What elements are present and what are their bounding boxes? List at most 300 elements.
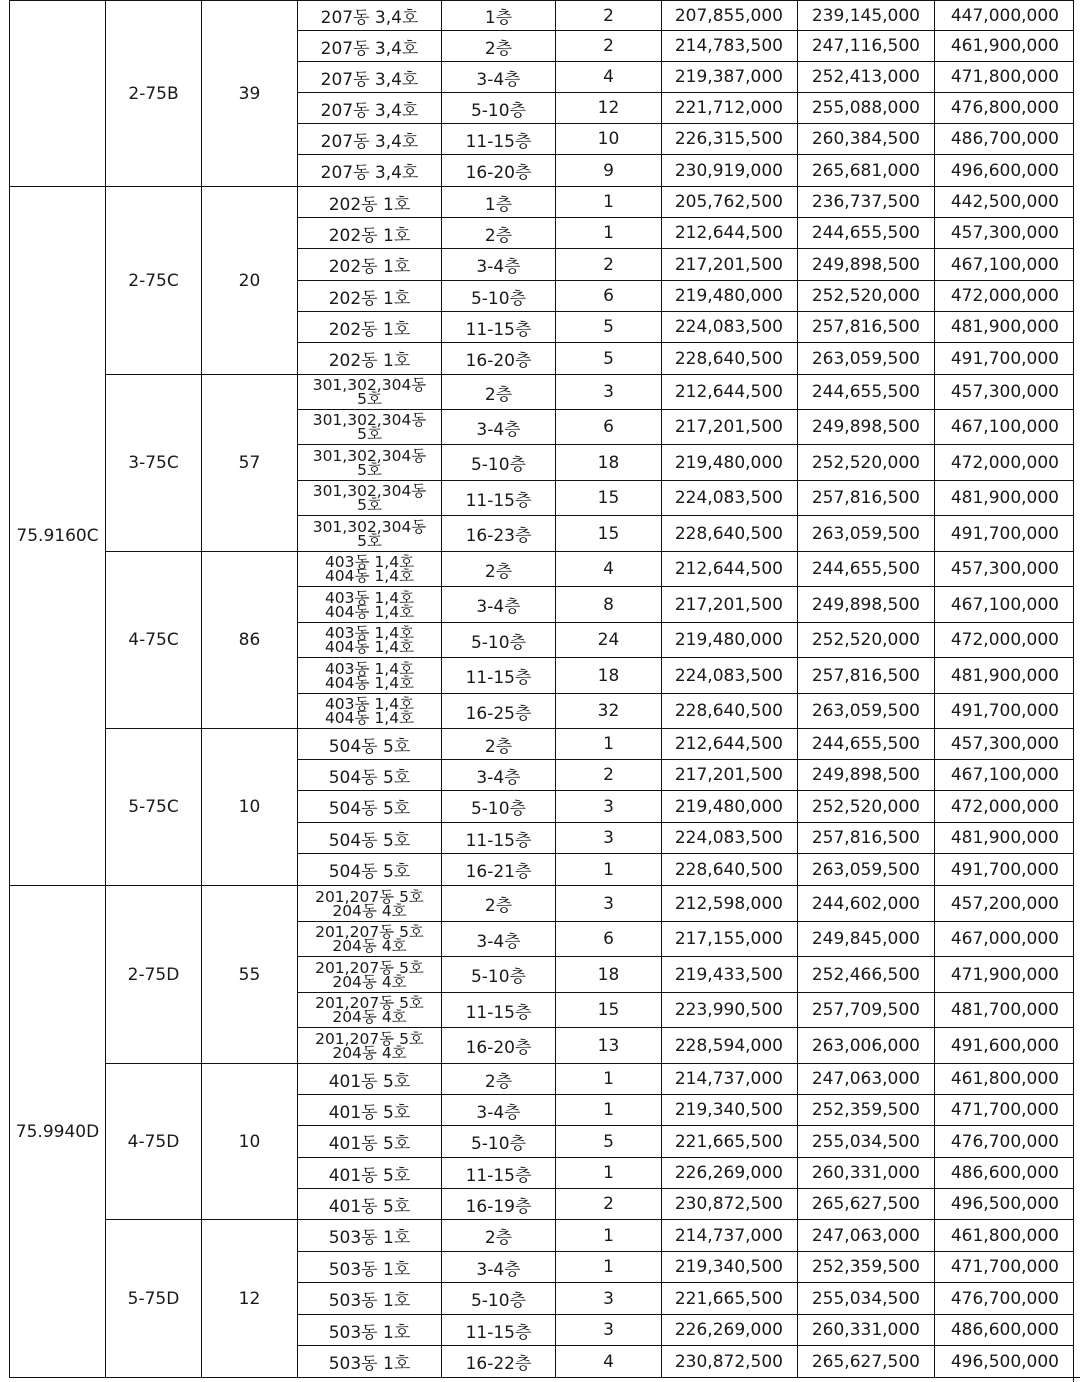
- total-price-cell: 472,000,000: [934, 280, 1073, 311]
- total-price-cell: 457,300,000: [934, 728, 1073, 759]
- land-price-cell: 219,480,000: [661, 444, 797, 480]
- land-price-cell: 224,083,500: [661, 657, 797, 693]
- units-cell: 32: [555, 693, 661, 728]
- floor-cell: 2층: [441, 374, 555, 409]
- dong-ho-cell: [297, 480, 441, 515]
- land-price-cell: 219,340,500: [661, 1251, 797, 1282]
- total-price-cell: 481,900,000: [934, 480, 1073, 515]
- dong-ho-cell: [297, 586, 441, 622]
- dong-ho-cell: [297, 374, 441, 409]
- dong-ho-line: 301,302,304동: [312, 376, 427, 394]
- dong-ho-cell: 207동 3,4호: [297, 61, 441, 92]
- land-price-cell: 226,269,000: [661, 1157, 797, 1188]
- building-price-cell: 260,331,000: [797, 1314, 934, 1345]
- land-price-cell: 228,640,500: [661, 853, 797, 885]
- total-price-cell: 471,700,000: [934, 1094, 1073, 1125]
- total-price-cell: 486,600,000: [934, 1157, 1073, 1188]
- land-price-cell: 217,155,000: [661, 921, 797, 956]
- units-cell: 6: [555, 921, 661, 956]
- units-cell: 2: [555, 0, 661, 30]
- units-cell: 15: [555, 992, 661, 1027]
- group-code-cell: 2-75C: [105, 186, 201, 374]
- dong-ho-cell: 503동 1호: [297, 1219, 441, 1251]
- dong-ho-cell: 503동 1호: [297, 1282, 441, 1314]
- units-cell: 9: [555, 154, 661, 186]
- housing-type-cell: [9, 0, 105, 186]
- land-price-cell: 219,480,000: [661, 790, 797, 822]
- total-price-cell: 481,700,000: [934, 992, 1073, 1027]
- land-price-cell: 212,644,500: [661, 551, 797, 586]
- land-price-cell: 212,644,500: [661, 728, 797, 759]
- dong-ho-line: 404동 1,4호: [324, 567, 415, 585]
- group-code-cell: 5-75C: [105, 728, 201, 885]
- units-cell: 5: [555, 342, 661, 374]
- total-price-cell: 491,700,000: [934, 693, 1073, 728]
- units-cell: 5: [555, 1125, 661, 1157]
- dong-ho-line: 204동 4호: [332, 937, 407, 955]
- dong-ho-cell: 202동 1호: [297, 248, 441, 280]
- floor-cell: 2층: [441, 728, 555, 759]
- units-cell: 6: [555, 409, 661, 444]
- units-cell: 18: [555, 956, 661, 992]
- dong-ho-line: 404동 1,4호: [324, 709, 415, 727]
- building-price-cell: 247,116,500: [797, 30, 934, 61]
- dong-ho-cell: [297, 444, 441, 480]
- floor-cell: 16-21층: [441, 853, 555, 885]
- land-price-cell: 219,433,500: [661, 956, 797, 992]
- building-price-cell: 247,063,000: [797, 1063, 934, 1094]
- units-cell: 3: [555, 1314, 661, 1345]
- total-price-cell: 471,700,000: [934, 1251, 1073, 1282]
- total-price-cell: 467,100,000: [934, 759, 1073, 790]
- units-cell: 2: [555, 759, 661, 790]
- total-price-cell: 471,900,000: [934, 956, 1073, 992]
- floor-cell: 16-23층: [441, 515, 555, 551]
- building-price-cell: 257,816,500: [797, 480, 934, 515]
- floor-cell: 2층: [441, 30, 555, 61]
- dong-ho-cell: 504동 5호: [297, 790, 441, 822]
- dong-ho-line: 404동 1,4호: [324, 602, 415, 621]
- land-price-cell: 226,269,000: [661, 1314, 797, 1345]
- dong-ho-cell: 504동 5호: [297, 728, 441, 759]
- building-price-cell: 249,898,500: [797, 409, 934, 444]
- floor-cell: 5-10층: [441, 956, 555, 992]
- group-code-cell: 4-75D: [105, 1063, 201, 1219]
- land-price-cell: 224,083,500: [661, 822, 797, 853]
- floor-cell: 5-10층: [441, 280, 555, 311]
- land-price-cell: 212,644,500: [661, 217, 797, 248]
- dong-ho-line: 301,302,304동: [312, 517, 427, 536]
- dong-ho-cell: 207동 3,4호: [297, 30, 441, 61]
- building-price-cell: 249,898,500: [797, 248, 934, 280]
- dong-ho-cell: 202동 1호: [297, 280, 441, 311]
- floor-cell: 2층: [441, 551, 555, 586]
- building-price-cell: 257,816,500: [797, 822, 934, 853]
- floor-cell: 1층: [441, 0, 555, 30]
- land-price-cell: 224,083,500: [661, 480, 797, 515]
- total-price-cell: 461,800,000: [934, 1219, 1073, 1251]
- dong-ho-cell: 207동 3,4호: [297, 123, 441, 154]
- building-price-cell: 244,602,000: [797, 885, 934, 921]
- dong-ho-line: 403동 1,4호: [324, 695, 415, 713]
- units-cell: 1: [555, 186, 661, 217]
- units-cell: 15: [555, 480, 661, 515]
- housing-type-cell: 75.9940D: [9, 885, 105, 1377]
- floor-cell: 11-15층: [441, 992, 555, 1027]
- floor-cell: 3-4층: [441, 409, 555, 444]
- floor-cell: 3-4층: [441, 586, 555, 622]
- floor-cell: 3-4층: [441, 1251, 555, 1282]
- land-price-cell: 230,872,500: [661, 1188, 797, 1219]
- dong-ho-line: 204동 4호: [332, 1043, 407, 1062]
- total-price-cell: 467,100,000: [934, 248, 1073, 280]
- units-cell: 2: [555, 30, 661, 61]
- dong-ho-cell: [297, 551, 441, 586]
- dong-ho-line: 301,302,304동: [312, 411, 427, 429]
- group-code-cell: 4-75C: [105, 551, 201, 728]
- floor-cell: 3-4층: [441, 1094, 555, 1125]
- building-price-cell: 239,145,000: [797, 0, 934, 30]
- units-cell: 15: [555, 515, 661, 551]
- building-price-cell: 252,413,000: [797, 61, 934, 92]
- total-price-cell: 471,800,000: [934, 61, 1073, 92]
- building-price-cell: 252,359,500: [797, 1251, 934, 1282]
- building-price-cell: 244,655,500: [797, 217, 934, 248]
- units-cell: 3: [555, 885, 661, 921]
- dong-ho-line: 5호: [357, 425, 382, 443]
- total-price-cell: 467,000,000: [934, 921, 1073, 956]
- dong-ho-cell: 202동 1호: [297, 217, 441, 248]
- units-cell: 6: [555, 280, 661, 311]
- dong-ho-line: 201,207동 5호: [315, 923, 424, 941]
- dong-ho-cell: 503동 1호: [297, 1345, 441, 1377]
- floor-cell: 11-15층: [441, 1314, 555, 1345]
- dong-ho-line: 201,207동 5호: [315, 887, 424, 906]
- land-price-cell: 228,594,000: [661, 1027, 797, 1063]
- land-price-cell: 214,737,000: [661, 1219, 797, 1251]
- units-cell: 2: [555, 1188, 661, 1219]
- dong-ho-line: 301,302,304동: [312, 482, 427, 500]
- total-price-cell: 486,600,000: [934, 1314, 1073, 1345]
- building-price-cell: 244,655,500: [797, 374, 934, 409]
- floor-cell: 2층: [441, 885, 555, 921]
- total-price-cell: 457,300,000: [934, 217, 1073, 248]
- building-price-cell: 257,816,500: [797, 657, 934, 693]
- floor-cell: 3-4층: [441, 61, 555, 92]
- total-price-cell: 481,900,000: [934, 311, 1073, 342]
- building-price-cell: 260,384,500: [797, 123, 934, 154]
- floor-cell: 16-20층: [441, 1027, 555, 1063]
- floor-cell: 5-10층: [441, 622, 555, 657]
- land-price-cell: 230,872,500: [661, 1345, 797, 1377]
- dong-ho-cell: [297, 409, 441, 444]
- dong-ho-line: 201,207동 5호: [315, 958, 424, 977]
- dong-ho-line: 5호: [357, 390, 382, 408]
- building-price-cell: 247,063,000: [797, 1219, 934, 1251]
- dong-ho-line: 301,302,304동: [312, 446, 427, 465]
- units-cell: 5: [555, 311, 661, 342]
- land-price-cell: 224,083,500: [661, 311, 797, 342]
- dong-ho-cell: [297, 657, 441, 693]
- total-price-cell: 491,700,000: [934, 342, 1073, 374]
- total-price-cell: 496,500,000: [934, 1188, 1073, 1219]
- land-price-cell: 207,855,000: [661, 0, 797, 30]
- total-price-cell: 461,800,000: [934, 1063, 1073, 1094]
- total-price-cell: 476,700,000: [934, 1282, 1073, 1314]
- dong-ho-cell: 202동 1호: [297, 186, 441, 217]
- building-price-cell: 252,466,500: [797, 956, 934, 992]
- dong-ho-line: 403동 1,4호: [324, 624, 415, 642]
- building-price-cell: 263,059,500: [797, 515, 934, 551]
- dong-ho-cell: 202동 1호: [297, 342, 441, 374]
- building-price-cell: 252,520,000: [797, 622, 934, 657]
- dong-ho-cell: 207동 3,4호: [297, 154, 441, 186]
- land-price-cell: 219,340,500: [661, 1094, 797, 1125]
- table-right-edge: [1073, 0, 1080, 1382]
- dong-ho-line: 403동 1,4호: [324, 588, 415, 607]
- floor-cell: 11-15층: [441, 311, 555, 342]
- dong-ho-cell: [297, 515, 441, 551]
- dong-ho-line: 204동 4호: [332, 1008, 407, 1026]
- floor-cell: 1층: [441, 186, 555, 217]
- dong-ho-line: 204동 4호: [332, 901, 407, 920]
- building-price-cell: 255,088,000: [797, 92, 934, 123]
- dong-ho-cell: 504동 5호: [297, 822, 441, 853]
- building-price-cell: 263,059,500: [797, 693, 934, 728]
- units-cell: 3: [555, 822, 661, 853]
- land-price-cell: 219,387,000: [661, 61, 797, 92]
- units-cell: 3: [555, 790, 661, 822]
- dong-ho-cell: [297, 622, 441, 657]
- group-count-cell: 55: [201, 885, 297, 1063]
- building-price-cell: 236,737,500: [797, 186, 934, 217]
- units-cell: 4: [555, 1345, 661, 1377]
- land-price-cell: 212,598,000: [661, 885, 797, 921]
- building-price-cell: 265,627,500: [797, 1188, 934, 1219]
- floor-cell: 16-22층: [441, 1345, 555, 1377]
- total-price-cell: 442,500,000: [934, 186, 1073, 217]
- dong-ho-line: 204동 4호: [332, 972, 407, 991]
- dong-ho-line: 5호: [357, 496, 382, 514]
- group-count-cell: 12: [201, 1219, 297, 1377]
- total-price-cell: 457,300,000: [934, 551, 1073, 586]
- floor-cell: 16-20층: [441, 154, 555, 186]
- building-price-cell: 260,331,000: [797, 1157, 934, 1188]
- building-price-cell: 263,006,000: [797, 1027, 934, 1063]
- housing-type-cell: 75.9160C: [9, 186, 105, 885]
- land-price-cell: 212,644,500: [661, 374, 797, 409]
- building-price-cell: 252,520,000: [797, 280, 934, 311]
- land-price-cell: 228,640,500: [661, 342, 797, 374]
- units-cell: 13: [555, 1027, 661, 1063]
- total-price-cell: 461,900,000: [934, 30, 1073, 61]
- units-cell: 1: [555, 1157, 661, 1188]
- building-price-cell: 249,898,500: [797, 759, 934, 790]
- group-count-cell: 39: [201, 0, 297, 186]
- land-price-cell: 219,480,000: [661, 280, 797, 311]
- floor-cell: 3-4층: [441, 759, 555, 790]
- dong-ho-cell: [297, 1027, 441, 1063]
- land-price-cell: 217,201,500: [661, 759, 797, 790]
- building-price-cell: 255,034,500: [797, 1282, 934, 1314]
- total-price-cell: 472,000,000: [934, 444, 1073, 480]
- units-cell: 1: [555, 728, 661, 759]
- total-price-cell: 481,900,000: [934, 822, 1073, 853]
- floor-cell: 16-20층: [441, 342, 555, 374]
- building-price-cell: 263,059,500: [797, 853, 934, 885]
- dong-ho-cell: 401동 5호: [297, 1063, 441, 1094]
- units-cell: 4: [555, 551, 661, 586]
- building-price-cell: 265,681,000: [797, 154, 934, 186]
- group-code-cell: 2-75D: [105, 885, 201, 1063]
- dong-ho-cell: 401동 5호: [297, 1125, 441, 1157]
- dong-ho-cell: 504동 5호: [297, 759, 441, 790]
- floor-cell: 5-10층: [441, 444, 555, 480]
- units-cell: 18: [555, 657, 661, 693]
- building-price-cell: 257,816,500: [797, 311, 934, 342]
- units-cell: 3: [555, 374, 661, 409]
- dong-ho-cell: [297, 921, 441, 956]
- land-price-cell: 226,315,500: [661, 123, 797, 154]
- floor-cell: 2층: [441, 1219, 555, 1251]
- land-price-cell: 230,919,000: [661, 154, 797, 186]
- building-price-cell: 252,520,000: [797, 444, 934, 480]
- total-price-cell: 496,600,000: [934, 154, 1073, 186]
- building-price-cell: 257,709,500: [797, 992, 934, 1027]
- dong-ho-cell: [297, 992, 441, 1027]
- dong-ho-cell: 401동 5호: [297, 1094, 441, 1125]
- building-price-cell: 252,359,500: [797, 1094, 934, 1125]
- land-price-cell: 217,201,500: [661, 248, 797, 280]
- units-cell: 12: [555, 92, 661, 123]
- dong-ho-line: 201,207동 5호: [315, 1029, 424, 1048]
- floor-cell: 11-15층: [441, 657, 555, 693]
- floor-cell: 11-15층: [441, 822, 555, 853]
- units-cell: 1: [555, 1063, 661, 1094]
- total-price-cell: 467,100,000: [934, 586, 1073, 622]
- total-price-cell: 486,700,000: [934, 123, 1073, 154]
- dong-ho-cell: 202동 1호: [297, 311, 441, 342]
- total-price-cell: 491,600,000: [934, 1027, 1073, 1063]
- units-cell: 1: [555, 1251, 661, 1282]
- floor-cell: 3-4층: [441, 921, 555, 956]
- dong-ho-line: 5호: [357, 531, 382, 550]
- building-price-cell: 263,059,500: [797, 342, 934, 374]
- floor-cell: 11-15층: [441, 123, 555, 154]
- floor-cell: 16-19층: [441, 1188, 555, 1219]
- land-price-cell: 221,712,000: [661, 92, 797, 123]
- dong-ho-cell: 207동 3,4호: [297, 92, 441, 123]
- dong-ho-cell: [297, 885, 441, 921]
- building-price-cell: 255,034,500: [797, 1125, 934, 1157]
- dong-ho-cell: 504동 5호: [297, 853, 441, 885]
- table-bottom-border: [9, 1377, 1080, 1378]
- group-code-cell: 2-75B: [105, 0, 201, 186]
- dong-ho-line: 201,207동 5호: [315, 994, 424, 1012]
- floor-cell: 5-10층: [441, 1125, 555, 1157]
- building-price-cell: 249,898,500: [797, 586, 934, 622]
- land-price-cell: 223,990,500: [661, 992, 797, 1027]
- floor-cell: 5-10층: [441, 790, 555, 822]
- units-cell: 24: [555, 622, 661, 657]
- group-count-cell: 57: [201, 374, 297, 551]
- total-price-cell: 457,300,000: [934, 374, 1073, 409]
- land-price-cell: 221,665,500: [661, 1282, 797, 1314]
- land-price-cell: 205,762,500: [661, 186, 797, 217]
- group-count-cell: 10: [201, 728, 297, 885]
- floor-cell: 2층: [441, 217, 555, 248]
- units-cell: 1: [555, 853, 661, 885]
- land-price-cell: 217,201,500: [661, 586, 797, 622]
- land-price-cell: 217,201,500: [661, 409, 797, 444]
- dong-ho-line: 403동 1,4호: [324, 553, 415, 571]
- total-price-cell: 491,700,000: [934, 853, 1073, 885]
- group-code-cell: 3-75C: [105, 374, 201, 551]
- dong-ho-line: 404동 1,4호: [324, 673, 415, 692]
- floor-cell: 2층: [441, 1063, 555, 1094]
- land-price-cell: 221,665,500: [661, 1125, 797, 1157]
- units-cell: 1: [555, 217, 661, 248]
- units-cell: 2: [555, 248, 661, 280]
- building-price-cell: 244,655,500: [797, 728, 934, 759]
- group-count-cell: 86: [201, 551, 297, 728]
- total-price-cell: 481,900,000: [934, 657, 1073, 693]
- dong-ho-line: 403동 1,4호: [324, 659, 415, 678]
- building-price-cell: 265,627,500: [797, 1345, 934, 1377]
- dong-ho-line: 5호: [357, 460, 382, 479]
- total-price-cell: 467,100,000: [934, 409, 1073, 444]
- building-price-cell: 249,845,000: [797, 921, 934, 956]
- land-price-cell: 228,640,500: [661, 515, 797, 551]
- units-cell: 1: [555, 1094, 661, 1125]
- dong-ho-line: 404동 1,4호: [324, 638, 415, 656]
- building-price-cell: 252,520,000: [797, 790, 934, 822]
- group-count-cell: 10: [201, 1063, 297, 1219]
- total-price-cell: 496,500,000: [934, 1345, 1073, 1377]
- floor-cell: 5-10층: [441, 1282, 555, 1314]
- dong-ho-cell: [297, 956, 441, 992]
- dong-ho-cell: 207동 3,4호: [297, 0, 441, 30]
- land-price-cell: 219,480,000: [661, 622, 797, 657]
- total-price-cell: 491,700,000: [934, 515, 1073, 551]
- total-price-cell: 472,000,000: [934, 622, 1073, 657]
- units-cell: 4: [555, 61, 661, 92]
- floor-cell: 3-4층: [441, 248, 555, 280]
- building-price-cell: 244,655,500: [797, 551, 934, 586]
- total-price-cell: 476,700,000: [934, 1125, 1073, 1157]
- units-cell: 1: [555, 1219, 661, 1251]
- dong-ho-cell: 503동 1호: [297, 1314, 441, 1345]
- total-price-cell: 447,000,000: [934, 0, 1073, 30]
- land-price-cell: 228,640,500: [661, 693, 797, 728]
- land-price-cell: 214,737,000: [661, 1063, 797, 1094]
- land-price-cell: 214,783,500: [661, 30, 797, 61]
- total-price-cell: 476,800,000: [934, 92, 1073, 123]
- floor-cell: 11-15층: [441, 480, 555, 515]
- units-cell: 10: [555, 123, 661, 154]
- units-cell: 3: [555, 1282, 661, 1314]
- dong-ho-cell: 401동 5호: [297, 1188, 441, 1219]
- floor-cell: 5-10층: [441, 92, 555, 123]
- dong-ho-cell: 503동 1호: [297, 1251, 441, 1282]
- floor-cell: 16-25층: [441, 693, 555, 728]
- group-count-cell: 20: [201, 186, 297, 374]
- group-code-cell: 5-75D: [105, 1219, 201, 1377]
- units-cell: 8: [555, 586, 661, 622]
- total-price-cell: 472,000,000: [934, 790, 1073, 822]
- floor-cell: 11-15층: [441, 1157, 555, 1188]
- dong-ho-cell: [297, 693, 441, 728]
